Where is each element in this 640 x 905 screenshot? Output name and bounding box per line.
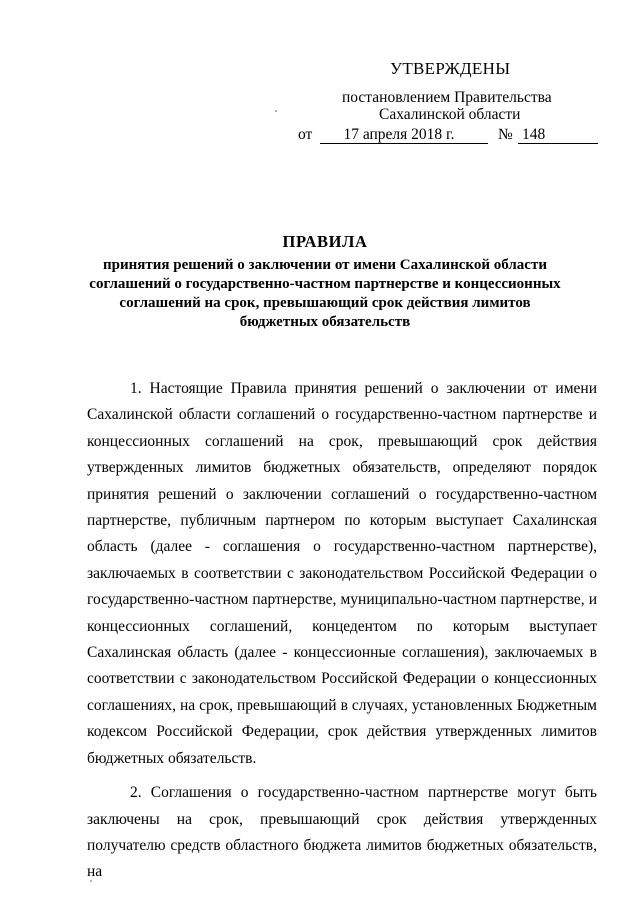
document-heading [60,232,590,332]
decree-line-2: Сахалинской области [379,106,521,123]
decree-date: 17 апреля 2018 г. [343,126,455,143]
approval-title: УТВЕРЖДЕНЫ [390,59,511,78]
paragraph-2: 2. Соглашения о государственно-частном партнерстве могут быть заключены на срок, превышающий срок действия утвержденных получателю средств областного бюджета лимитов бюджетных обязательств, на [87,784,597,881]
document-title: ПРАВИЛА [282,232,368,251]
document-body [87,376,597,886]
scan-speck [90,880,92,882]
paragraph-1: 1. Настоящие Правила принятия решений о заключении от имени Сахалинской области соглашений о государственно-частном партнерстве и концессионных соглашений на срок, превышающий срок действия утвержденных лимитов бюджетных обязательств, определяют порядок принятия решений о заключении соглашений о государственно-частном партнерстве, публичным партнером по которым выступает Сахалинская область (далее - соглашения о государственно-частном партнерстве), заключаемых в соответствии с законодательством Российской Федерации о государственно-частном партнерстве, муниципально-частном партнерстве, и концессионных соглашений, концедентом по которым выступает Сахалинская область (далее - концессионные соглашения), заключаемых в соответствии с законодательством Российской Федерации о концессионных соглашениях, на срок, превышающий в случаях, установленных Бюджетным кодексом Российской Федерации, срок действия утвержденных лимитов бюджетных обязательств. [87,380,597,767]
decree-line-1: постановлением Правительства [342,89,552,106]
decree-date-row [298,126,610,146]
decree-number: 148 [522,126,546,143]
document-subtitle: принятия решений о заключении от имени Сахалинской области соглашений о государственно-частном партнерстве и концессионных соглашений на срок, превышающий срок действия лимитов бюджетных обязательств [89,257,561,330]
number-label: № [498,126,513,143]
scan-speck [275,110,277,112]
from-label: от [298,126,313,143]
